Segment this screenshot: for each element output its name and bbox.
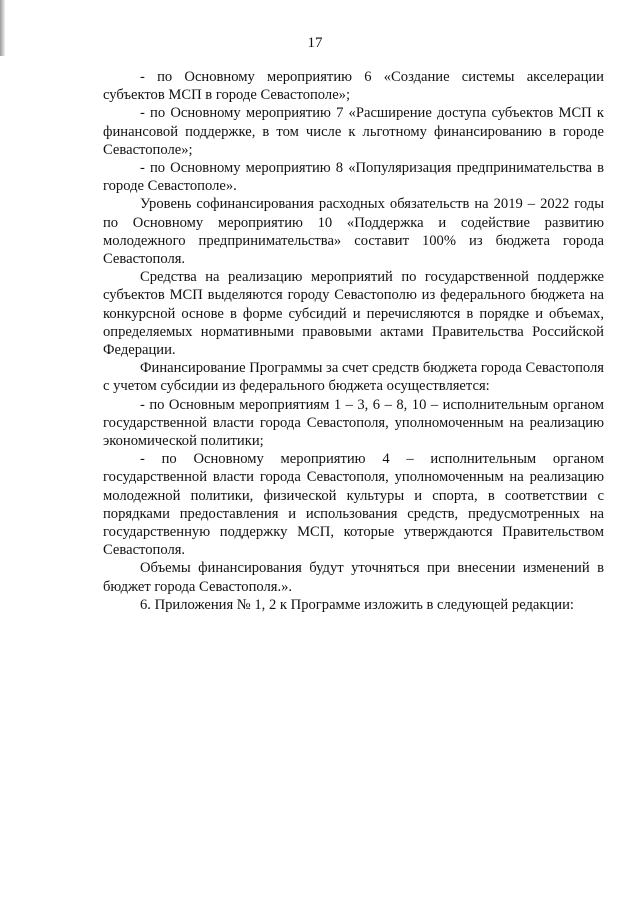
paragraph-program-financing: Финансирование Программы за счет средств бюджета города Севастополя с учетом субсидии из федерального бюджета осуществляется:	[103, 360, 604, 395]
paragraph-state-support-funds: Средства на реализацию мероприятий по государственной поддержке субъектов МСП выделяются городу Севастополю из федерального бюджета на конкурсной основе в форме субсидий и перечисляются в порядке и объемах, определяемых нормативными правовыми актами Правительства Российской Федерации.	[103, 269, 604, 359]
document-body	[103, 68, 604, 614]
paragraph-measure-4: - по Основному мероприятию 4 – исполнительным органом государственной власти города Севастополя, уполномоченным на реализацию молодежной политики, физической культуры и спорта, в соответствии с порядками предоставления и использования средств, предусмотренных на государственную поддержку МСП, которые утверждаются Правительством Севастополя.	[103, 451, 604, 559]
paragraph-measure-8: - по Основному мероприятию 8 «Популяризация предпринимательства в городе Севастополе».	[103, 160, 604, 195]
paragraph-measures-1-3-6-8-10: - по Основным мероприятиям 1 – 3, 6 – 8, 10 – исполнительным органом государственной власти города Севастополя, уполномоченным на реализацию экономической политики;	[103, 396, 604, 450]
paragraph-measure-7: - по Основному мероприятию 7 «Расширение доступа субъектов МСП к финансовой поддержке, в том числе к льготному финансированию в городе Севастополе»;	[103, 105, 604, 158]
page-number: 17	[307, 35, 323, 51]
paragraph-appendices: 6. Приложения № 1, 2 к Программе изложить в следующей редакции:	[140, 596, 574, 613]
paragraph-financing-volumes: Объемы финансирования будут уточняться при внесении изменений в бюджет города Севастополя.».	[103, 560, 604, 595]
paragraph-measure-6: - по Основному мероприятию 6 «Создание системы акселерации субъектов МСП в городе Севастополе»;	[103, 69, 604, 104]
paragraph-cofinancing-level: Уровень софинансирования расходных обязательств на 2019 – 2022 годы по Основному мероприятию 10 «Поддержка и содействие развитию молодежного предпринимательства» составит 100% из бюджета города Севастополя.	[103, 196, 604, 268]
